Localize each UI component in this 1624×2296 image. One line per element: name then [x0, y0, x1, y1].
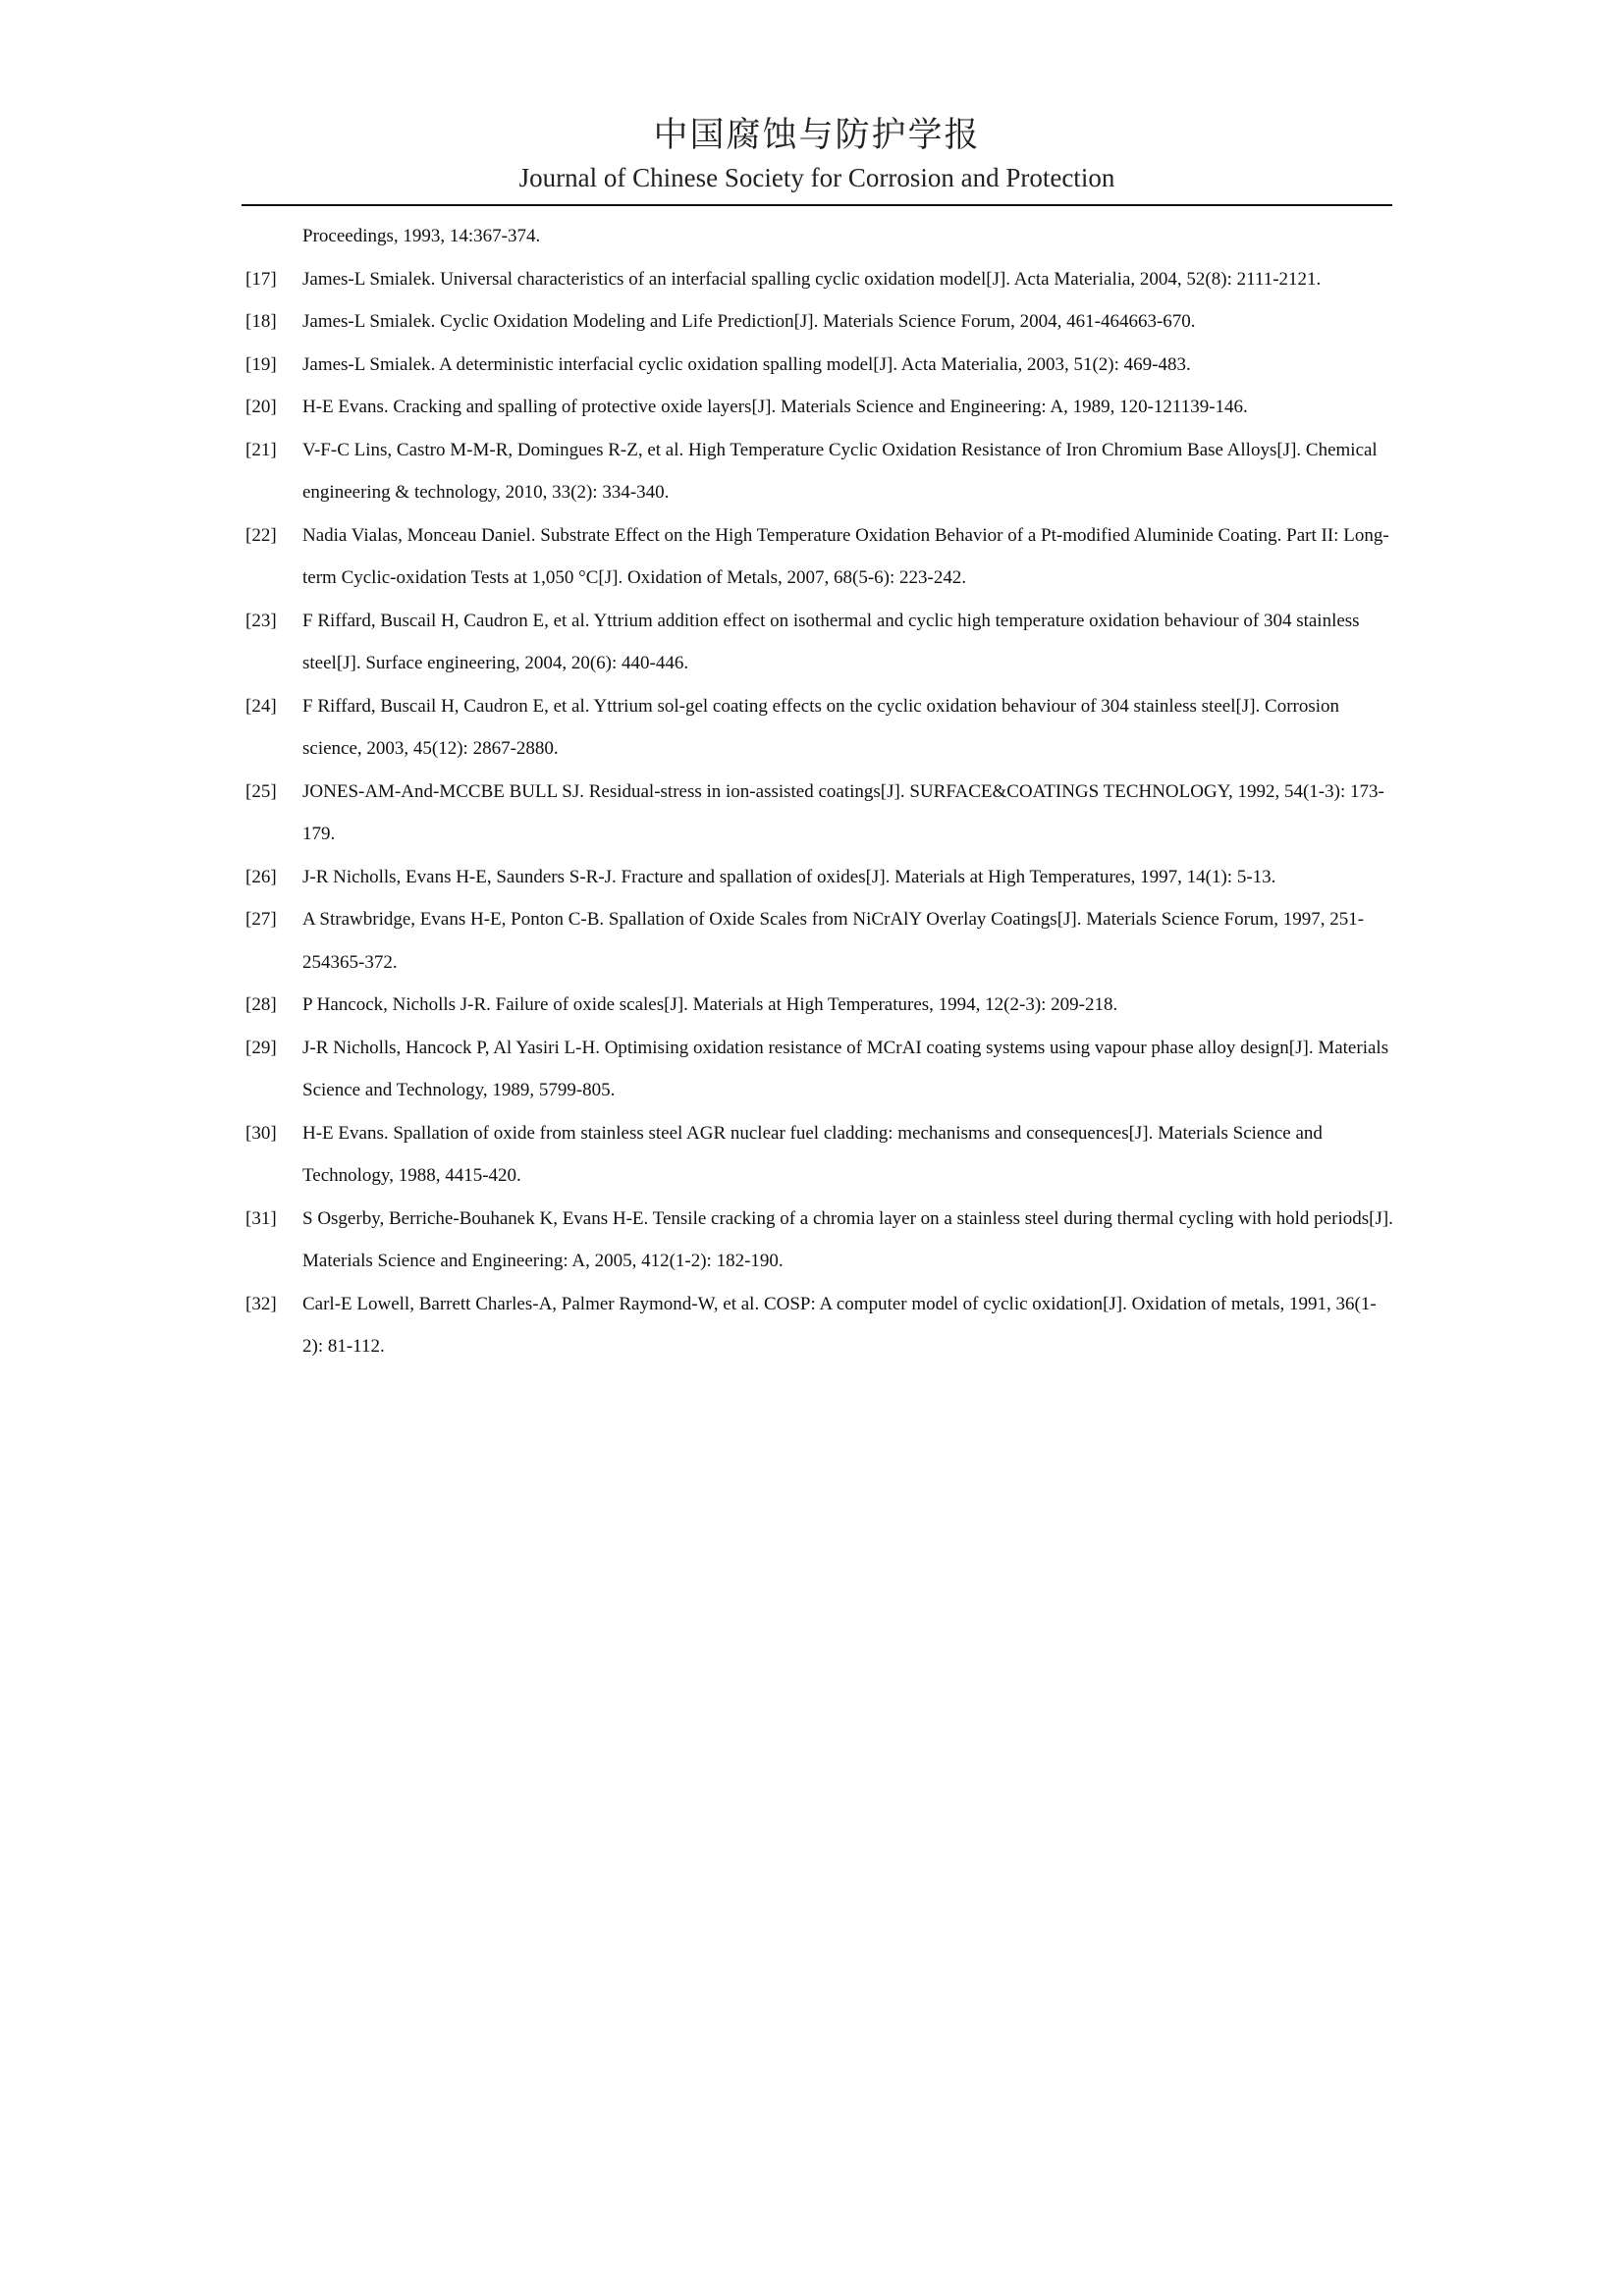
reference-number: [27] — [245, 909, 277, 930]
reference-list — [245, 215, 1394, 1368]
reference-item — [245, 258, 1394, 301]
reference-item — [245, 898, 1394, 984]
reference-text: James-L Smialek. Cyclic Oxidation Modeling and Life Prediction[J]. Materials Science Forum, 2004, 461-464663-670. — [302, 311, 1196, 332]
reference-item — [245, 429, 1394, 514]
reference-number: [22] — [245, 524, 277, 546]
reference-text: JONES-AM-And-MCCBE BULL SJ. Residual-stress in ion-assisted coatings[J]. SURFACE&COATINGS TECHNOLOGY, 1992, 54(1-3): 173-179. — [302, 780, 1384, 844]
reference-text: P Hancock, Nicholls J-R. Failure of oxide scales[J]. Materials at High Temperatures, 1994, 12(2-3): 209-218. — [302, 994, 1118, 1015]
reference-number: [18] — [245, 311, 277, 332]
reference-number: [23] — [245, 610, 277, 631]
reference-item — [245, 1283, 1394, 1368]
reference-number: [21] — [245, 439, 277, 460]
reference-text: J-R Nicholls, Hancock P, Al Yasiri L-H. Optimising oxidation resistance of MCrAI coating systems using vapour phase alloy design[J]. Materials Science and Technology, 1989, 5799-805. — [302, 1037, 1389, 1100]
reference-text: S Osgerby, Berriche-Bouhanek K, Evans H-E. Tensile cracking of a chromia layer on a stainless steel during thermal cycling with hold periods[J]. Materials Science and Engineering: A, 2005, 412(1-2): 182-190. — [302, 1207, 1393, 1271]
reference-number: [31] — [245, 1207, 277, 1229]
reference-text: J-R Nicholls, Evans H-E, Saunders S-R-J. Fracture and spallation of oxides[J]. Materials at High Temperatures, 1997, 14(1): 5-13. — [302, 866, 1276, 887]
reference-number: [25] — [245, 780, 277, 802]
header-rule — [242, 204, 1392, 206]
reference-item — [245, 771, 1394, 856]
reference-item — [245, 856, 1394, 899]
reference-number: [17] — [245, 268, 277, 290]
reference-item — [245, 685, 1394, 771]
reference-text: V-F-C Lins, Castro M-M-R, Domingues R-Z, et al. High Temperature Cyclic Oxidation Resistance of Iron Chromium Base Alloys[J]. Chemical engineering & technology, 2010, 33(2): 334-340. — [302, 439, 1378, 503]
reference-item — [245, 984, 1394, 1027]
journal-title-cn: 中国腐蚀与防护学报 — [653, 116, 981, 155]
reference-continuation: Proceedings, 1993, 14:367-374. — [302, 226, 541, 246]
reference-text: James-L Smialek. Universal characteristics of an interfacial spalling cyclic oxidation model[J]. Acta Materialia, 2004, 52(8): 2111-2121. — [302, 268, 1322, 290]
reference-item — [245, 1198, 1394, 1283]
reference-number: [19] — [245, 353, 277, 375]
reference-number: [28] — [245, 994, 277, 1015]
reference-number: [32] — [245, 1293, 277, 1314]
reference-number: [29] — [245, 1037, 277, 1058]
reference-number: [24] — [245, 695, 277, 717]
reference-item — [245, 344, 1394, 387]
reference-item — [245, 514, 1394, 600]
reference-text: James-L Smialek. A deterministic interfacial cyclic oxidation spalling model[J]. Acta Materialia, 2003, 51(2): 469-483. — [302, 353, 1191, 375]
reference-number: [30] — [245, 1122, 277, 1144]
journal-title-en: Journal of Chinese Society for Corrosion and Protection — [518, 163, 1115, 192]
reference-number: [20] — [245, 397, 277, 417]
reference-text: H-E Evans. Spallation of oxide from stainless steel AGR nuclear fuel cladding: mechanisms and consequences[J]. Materials Science and Technology, 1988, 4415-420. — [302, 1122, 1323, 1186]
reference-text: A Strawbridge, Evans H-E, Ponton C-B. Spallation of Oxide Scales from NiCrAlY Overlay Coatings[J]. Materials Science Forum, 1997, 251-254365-372. — [302, 909, 1365, 973]
reference-number: [26] — [245, 866, 277, 887]
reference-item — [245, 300, 1394, 344]
reference-item — [245, 600, 1394, 685]
reference-item — [245, 1027, 1394, 1112]
reference-text: Carl-E Lowell, Barrett Charles-A, Palmer Raymond-W, et al. COSP: A computer model of cyclic oxidation[J]. Oxidation of metals, 1991, 36(1-2): 81-112. — [302, 1293, 1377, 1357]
reference-item — [245, 1112, 1394, 1198]
reference-text: H-E Evans. Cracking and spalling of protective oxide layers[J]. Materials Science and Engineering: A, 1989, 120-121139-146. — [302, 397, 1248, 417]
reference-text: Nadia Vialas, Monceau Daniel. Substrate Effect on the High Temperature Oxidation Behavior of a Pt-modified Aluminide Coating. Part II: Long-term Cyclic-oxidation Tests at 1,050 °C[J]. Oxidation of Metals, 2007, 68(5-6): 223-242. — [302, 524, 1389, 588]
reference-text: F Riffard, Buscail H, Caudron E, et al. Yttrium sol‐gel coating effects on the cyclic oxidation behaviour of 304 stainless steel[J]. Corrosion science, 2003, 45(12): 2867-2880. — [302, 695, 1340, 759]
journal-header — [242, 114, 1392, 194]
reference-text: F Riffard, Buscail H, Caudron E, et al. Yttrium addition effect on isothermal and cyclic high temperature oxidation behaviour of 304 stainless steel[J]. Surface engineering, 2004, 20(6): 440-446. — [302, 610, 1360, 673]
reference-item — [245, 386, 1394, 429]
